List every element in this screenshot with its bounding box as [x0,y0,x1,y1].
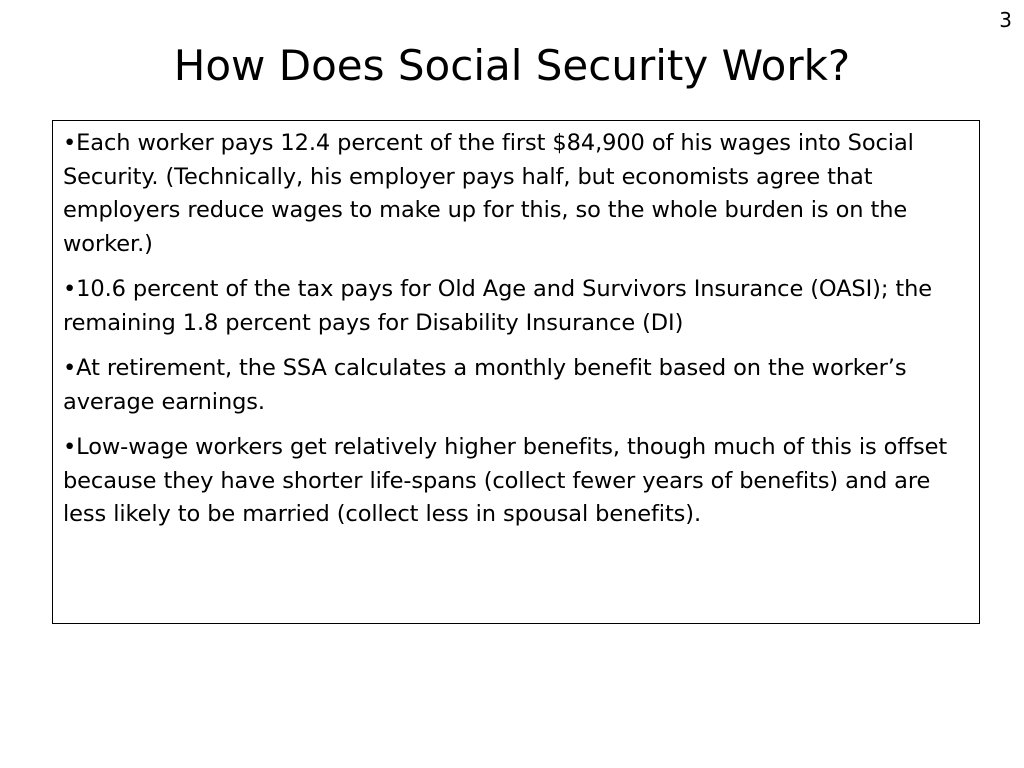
slide-title: How Does Social Security Work? [173,41,851,90]
bullet-item-retirement-benefit: •At retirement, the SSA calculates a monthly benefit based on the worker’s average earnings. [63,355,907,415]
content-box [52,120,980,624]
bullet-list [63,127,969,532]
bullet-item-wages-tax: •Each worker pays 12.4 percent of the first $84,900 of his wages into Social Security. (Technically, his employer pays half, but economists agree that employers reduce wages to make up for this, so the whole burden is on the worker.) [63,130,914,257]
bullet-item-tax-split: •10.6 percent of the tax pays for Old Age and Survivors Insurance (OASI); the remaining 1.8 percent pays for Disability Insurance (DI) [63,276,932,336]
bullet-item-low-wage-workers: •Low-wage workers get relatively higher benefits, though much of this is offset because they have shorter life-spans (collect fewer years of benefits) and are less likely to be married (collect less in spousal benefits). [63,434,948,527]
slide-number: 3 [999,8,1012,32]
